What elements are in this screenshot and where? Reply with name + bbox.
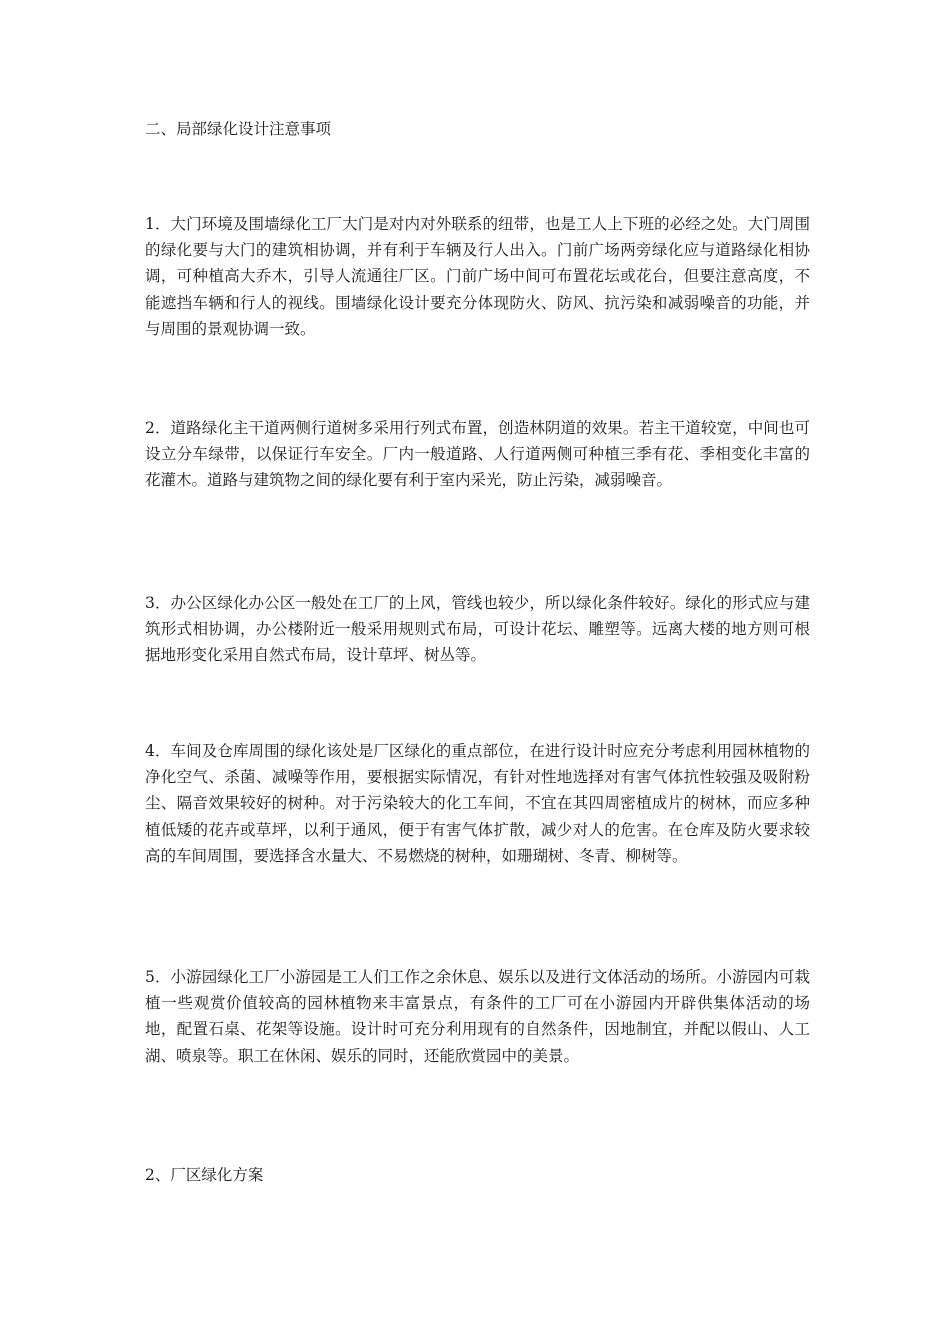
- paragraph-office-greening: 3．办公区绿化办公区一般处在工厂的上风，管线也较少，所以绿化条件较好。绿化的形式应与建筑形式相协调，办公楼附近一般采用规则式布局，可设计花坛、雕塑等。远离大楼的地方则可根据地形变化采用自然式布局，设计草坪、树丛等。: [145, 594, 810, 665]
- next-section-heading: 2、厂区绿化方案: [145, 1166, 264, 1184]
- paragraph-gate-greening: 1．大门环境及围墙绿化工厂大门是对内对外联系的纽带，也是工人上下班的必经之处。大门周围的绿化要与大门的建筑相协调，并有利于车辆及行人出入。门前广场两旁绿化应与道路绿化相协调，可种植高大乔木，引导人流通往厂区。门前广场中间可布置花坛或花台，但要注意高度，不能遮挡车辆和行人的视线。围墙绿化设计要充分体现防火、防风、抗污染和减弱噪音的功能，并与周围的景观协调一致。: [145, 215, 810, 338]
- paragraph-road-greening: 2．道路绿化主干道两侧行道树多采用行列式布置，创造林阴道的效果。若主干道较宽，中间也可设立分车绿带，以保证行车安全。厂内一般道路、人行道两侧可种植三季有花、季相变化丰富的花灌木。道路与建筑物之间的绿化要有利于室内采光，防止污染，减弱噪音。: [145, 419, 810, 490]
- section-heading: 二、局部绿化设计注意事项: [145, 120, 332, 138]
- paragraph-garden-greening: 5．小游园绿化工厂小游园是工人们工作之余休息、娱乐以及进行文体活动的场所。小游园内可栽植一些观赏价值较高的园林植物来丰富景点，有条件的工厂可在小游园内开辟供集体活动的场地，配置石桌、花架等设施。设计时可充分利用现有的自然条件，因地制宜，并配以假山、人工湖、喷泉等。职工在休闲、娱乐的同时，还能欣赏园中的美景。: [145, 968, 810, 1065]
- paragraph-workshop-greening: 4．车间及仓库周围的绿化该处是厂区绿化的重点部位，在进行设计时应充分考虑利用园林植物的净化空气、杀菌、减噪等作用，要根据实际情况，有针对性地选择对有害气体抗性较强及吸附粉尘、隔音效果较好的树种。对于污染较大的化工车间，不宜在其四周密植成片的树林，而应多种植低矮的花卉或草坪，以利于通风，便于有害气体扩散，减少对人的危害。在仓库及防火要求较高的车间周围，要选择含水量大、不易燃烧的树种，如珊瑚树、冬青、柳树等。: [145, 742, 810, 865]
